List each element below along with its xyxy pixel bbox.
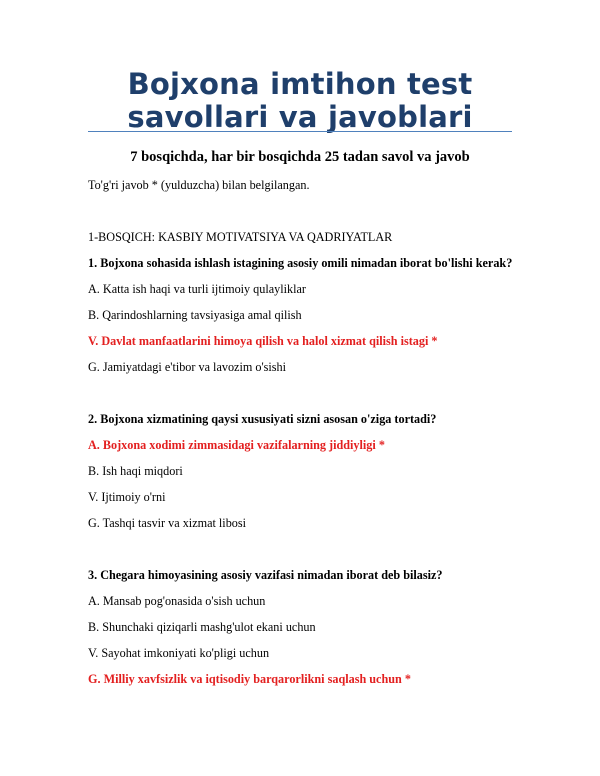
answer-option-correct: G. Milliy xavfsizlik va iqtisodiy barqarorlikni saqlash uchun * <box>88 672 411 686</box>
answer-option: V. Sayohat imkoniyati ko'pligi uchun <box>88 646 270 660</box>
answer-option-correct: A. Bojxona xodimi zimmasidagi vazifalarning jiddiyligi * <box>88 438 385 452</box>
document-subtitle: 7 bosqichda, har bir bosqichda 25 tadan savol va javob <box>130 149 470 165</box>
title-line-1: Bojxona imtihon test <box>127 67 473 101</box>
answer-option: B. Qarindoshlarning tavsiyasiga amal qilish <box>88 308 302 322</box>
answer-key-note: To'g'ri javob * (yulduzcha) bilan belgilangan. <box>88 178 310 192</box>
answer-option: G. Jamiyatdagi e'tibor va lavozim o'sishi <box>88 360 286 374</box>
document-title <box>88 68 512 134</box>
answer-option: B. Shunchaki qiziqarli mashg'ulot ekani uchun <box>88 620 316 634</box>
section-heading: 1-BOSQICH: KASBIY MOTIVATSIYA VA QADRIYATLAR <box>88 230 393 244</box>
title-line-2: savollari va javoblari <box>127 100 473 134</box>
question-text: 1. Bojxona sohasida ishlash istagining asosiy omili nimadan iborat bo'lishi kerak? <box>88 256 513 270</box>
answer-option-correct: V. Davlat manfaatlarini himoya qilish va halol xizmat qilish istagi * <box>88 334 438 348</box>
answer-option: G. Tashqi tasvir va xizmat libosi <box>88 516 247 530</box>
answer-option: A. Katta ish haqi va turli ijtimoiy qulayliklar <box>88 282 306 296</box>
answer-option: V. Ijtimoiy o'rni <box>88 490 166 504</box>
question-text: 3. Chegara himoyasining asosiy vazifasi nimadan iborat deb bilasiz? <box>88 568 443 582</box>
answer-option: B. Ish haqi miqdori <box>88 464 183 478</box>
title-divider <box>88 131 512 132</box>
question-text: 2. Bojxona xizmatining qaysi xususiyati sizni asosan o'ziga tortadi? <box>88 412 437 426</box>
answer-option: A. Mansab pog'onasida o'sish uchun <box>88 594 266 608</box>
